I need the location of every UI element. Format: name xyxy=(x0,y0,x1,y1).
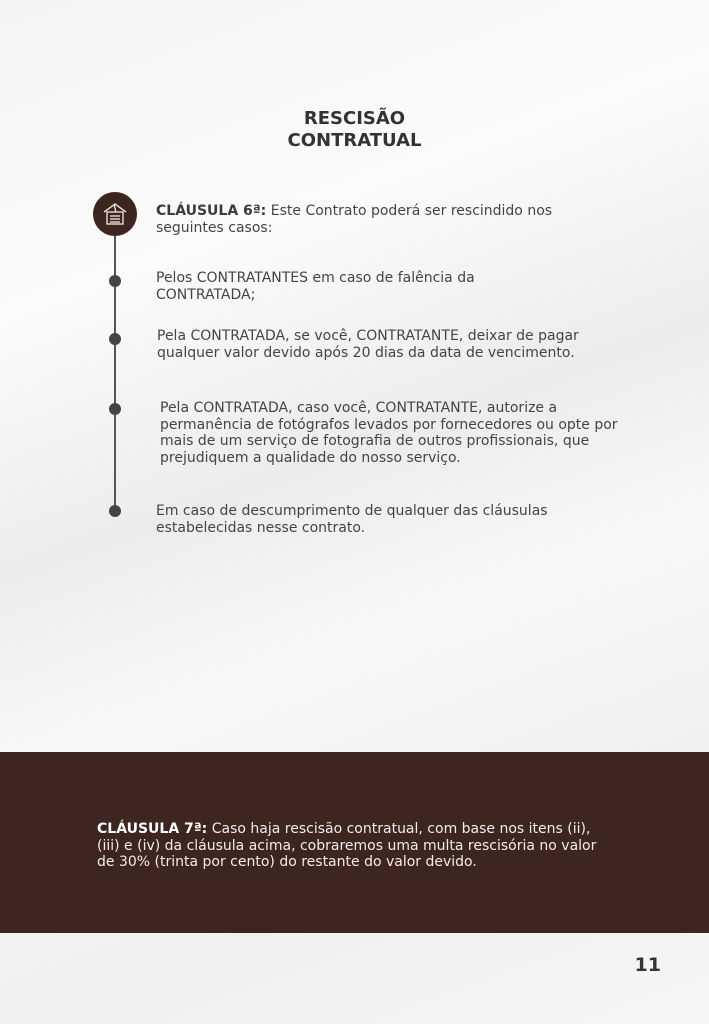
clause-7-label: CLÁUSULA 7ª: xyxy=(97,821,208,837)
clause-6-label: CLÁUSULA 6ª: xyxy=(156,203,267,219)
list-item: Pela CONTRATADA, se você, CONTRATANTE, deixar de pagar qualquer valor devido após 20 dias da data de vencimento. xyxy=(157,328,579,361)
list-item: Em caso de descumprimento de qualquer das cláusulas estabelecidas nesse contrato. xyxy=(156,503,548,536)
title-line-1: RESCISÃO xyxy=(303,108,406,129)
timeline-dot xyxy=(109,275,121,287)
page-number: 11 xyxy=(634,954,661,976)
timeline-dot xyxy=(109,333,121,345)
clause-7 xyxy=(97,821,617,871)
list-item: Pelos CONTRATANTES em caso de falência da CONTRATADA; xyxy=(156,270,475,303)
list-item: Pela CONTRATADA, caso você, CONTRATANTE, autorize a permanência de fotógrafos levados por fornecedores ou opte por mais de um serviço de fotografia de outros profissionais, que prejudiquem a qualidade do nosso serviço. xyxy=(160,400,618,466)
timeline-dot xyxy=(109,505,121,517)
clause-7-text: Caso haja rescisão contratual, com base nos itens (ii), (iii) e (iv) da cláusula acima, cobraremos uma multa rescisória no valor de 30% (trinta por cento) do restante do valor devido. xyxy=(97,821,597,870)
page-title xyxy=(0,108,709,152)
clause-6-text: Este Contrato poderá ser rescindido nos seguintes casos: xyxy=(156,203,553,236)
clause-6 xyxy=(156,203,596,236)
clause-7-band xyxy=(0,752,709,933)
timeline-dot xyxy=(109,403,121,415)
title-line-2: CONTRATUAL xyxy=(287,130,422,151)
contract-house-icon xyxy=(93,192,137,236)
